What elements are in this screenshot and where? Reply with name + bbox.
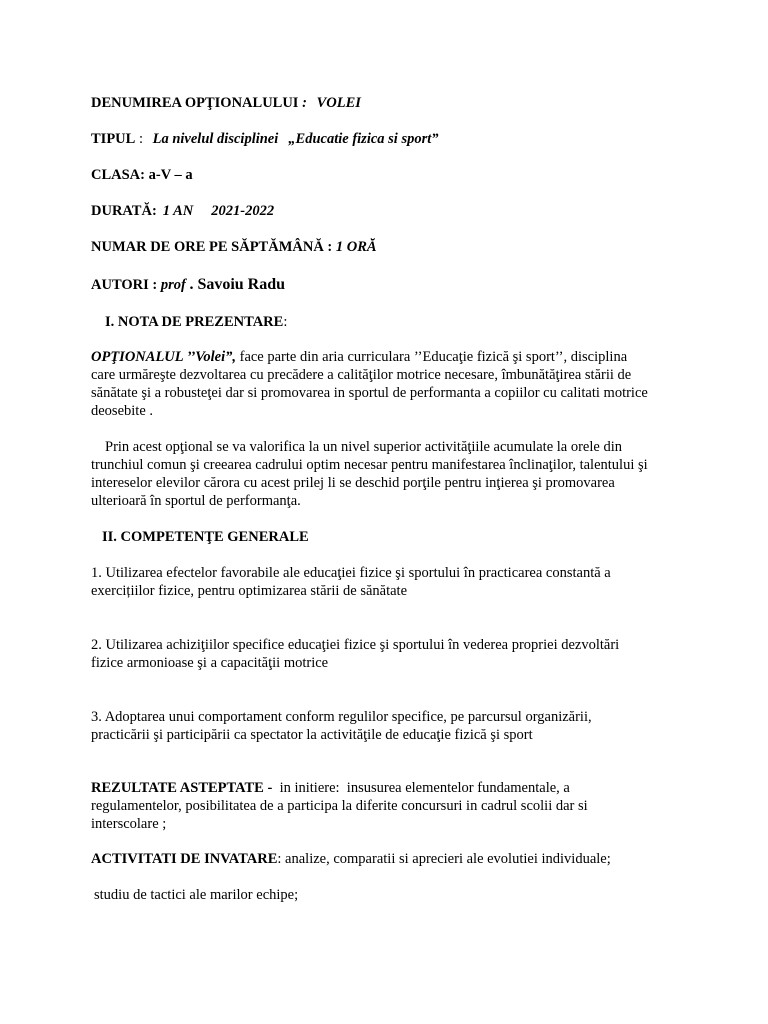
competence-2-line-2: fizice armonioase şi a capacităţii motrice bbox=[91, 655, 329, 671]
autori-label: AUTORI : bbox=[91, 277, 158, 293]
ore-line bbox=[91, 238, 377, 256]
clasa-line bbox=[91, 166, 193, 184]
section1-p1-line-4: deosebite . bbox=[91, 403, 154, 419]
rezultate-label: REZULTATE ASTEPTATE - bbox=[91, 780, 273, 796]
clasa-value: a-V – a bbox=[148, 167, 193, 183]
tip-line bbox=[91, 130, 439, 148]
durata-line bbox=[91, 202, 274, 220]
section1-p1-line-2: care urmăreşte dezvoltarea cu precădere a calităţilor motrice necesare, îmbunătăţirea stării de bbox=[91, 367, 632, 383]
autori-line bbox=[91, 276, 285, 294]
activitati-line bbox=[91, 850, 611, 868]
section1-p2-line-3: intereselor elevilor cărora cu acest prilej li se deschid porţile pentru inţierea şi promovarea bbox=[91, 475, 615, 491]
optional-sep: : bbox=[298, 95, 311, 111]
competence-3-line-2: practicării şi participării ca spectator la activităţile de educaţie fizică şi sport bbox=[91, 727, 533, 743]
activitati-text: : analize, comparatii si aprecieri ale evolutiei individuale; bbox=[277, 851, 611, 867]
section1-p1-line-1 bbox=[91, 348, 627, 366]
activitati-label: ACTIVITATI DE INVATARE bbox=[91, 851, 278, 867]
durata-label: DURATĂ: bbox=[91, 203, 157, 219]
section2-heading: II. COMPETENŢE GENERALE bbox=[102, 529, 309, 545]
rezultate-text-1: in initiere: insusurea elementelor fundamentale, a bbox=[272, 780, 570, 796]
rezultate-line-2: regulamentelor, posibilitatea de a participa la diferite concursuri in cadrul scolii dar si bbox=[91, 798, 588, 814]
ore-label: NUMAR DE ORE PE SĂPTĂMÂNĂ : bbox=[91, 239, 333, 255]
section1-heading-suffix: : bbox=[283, 314, 288, 330]
tip-label: TIPUL bbox=[91, 131, 136, 147]
optional-line bbox=[91, 94, 361, 112]
section1-heading-text: I. NOTA DE PREZENTARE bbox=[105, 314, 284, 330]
competence-3-line-1: 3. Adoptarea unui comportament conform regulilor specifice, pe parcursul organizării, bbox=[91, 709, 592, 725]
tip-value-a: La nivelul disciplinei bbox=[152, 131, 279, 147]
section1-p1-text-1: face parte din aria curriculara ’’Educaţie fizică şi sport’’, disciplina bbox=[235, 349, 628, 365]
competence-1-line-2: exercițiilor fizice, pentru optimizarea stării de sănătate bbox=[91, 583, 408, 599]
autori-name: . Savoiu Radu bbox=[189, 276, 286, 293]
tip-sep: : bbox=[135, 131, 147, 147]
section1-p2-line-2: trunchiul comun şi creearea cadrului optim necesar pentru manifestarea înclinaţilor, talentului şi bbox=[91, 457, 648, 473]
section1-p1-lead: OPŢIONALUL ’’Volei”, bbox=[91, 349, 236, 365]
section1-p1-line-3: sănătate şi a robusteţei dar si promovarea in sportul de performanta a copiilor cu calitati motrice bbox=[91, 385, 648, 401]
rezultate-line-1 bbox=[91, 779, 570, 797]
clasa-label: CLASA: bbox=[91, 167, 145, 183]
activitati-extra: studiu de tactici ale marilor echipe; bbox=[94, 887, 299, 903]
section1-heading bbox=[105, 313, 287, 331]
optional-value: VOLEI bbox=[316, 95, 361, 111]
competence-1-line-1: 1. Utilizarea efectelor favorabile ale educaţiei fizice şi sportului în practicarea constantă a bbox=[91, 565, 611, 581]
durata-value-b: 2021-2022 bbox=[211, 203, 275, 219]
section1-p2-line-4: ulterioară în sportul de performanţa. bbox=[91, 493, 301, 509]
competence-2-line-1: 2. Utilizarea achiziţiilor specifice educaţiei fizice şi sportului în vederea propriei dezvoltări bbox=[91, 637, 620, 653]
section1-p2-line-1: Prin acest opţional se va valorifica la un nivel superior activităţiile acumulate la orele din bbox=[105, 439, 622, 455]
ore-value: 1 ORĂ bbox=[335, 239, 377, 255]
autori-title: prof bbox=[160, 277, 186, 293]
tip-value-b: „Educatie fizica si sport” bbox=[288, 131, 439, 147]
durata-value-a: 1 AN bbox=[162, 203, 194, 219]
optional-label: DENUMIREA OPŢIONALULUI bbox=[91, 95, 299, 111]
rezultate-line-3: interscolare ; bbox=[91, 816, 167, 832]
